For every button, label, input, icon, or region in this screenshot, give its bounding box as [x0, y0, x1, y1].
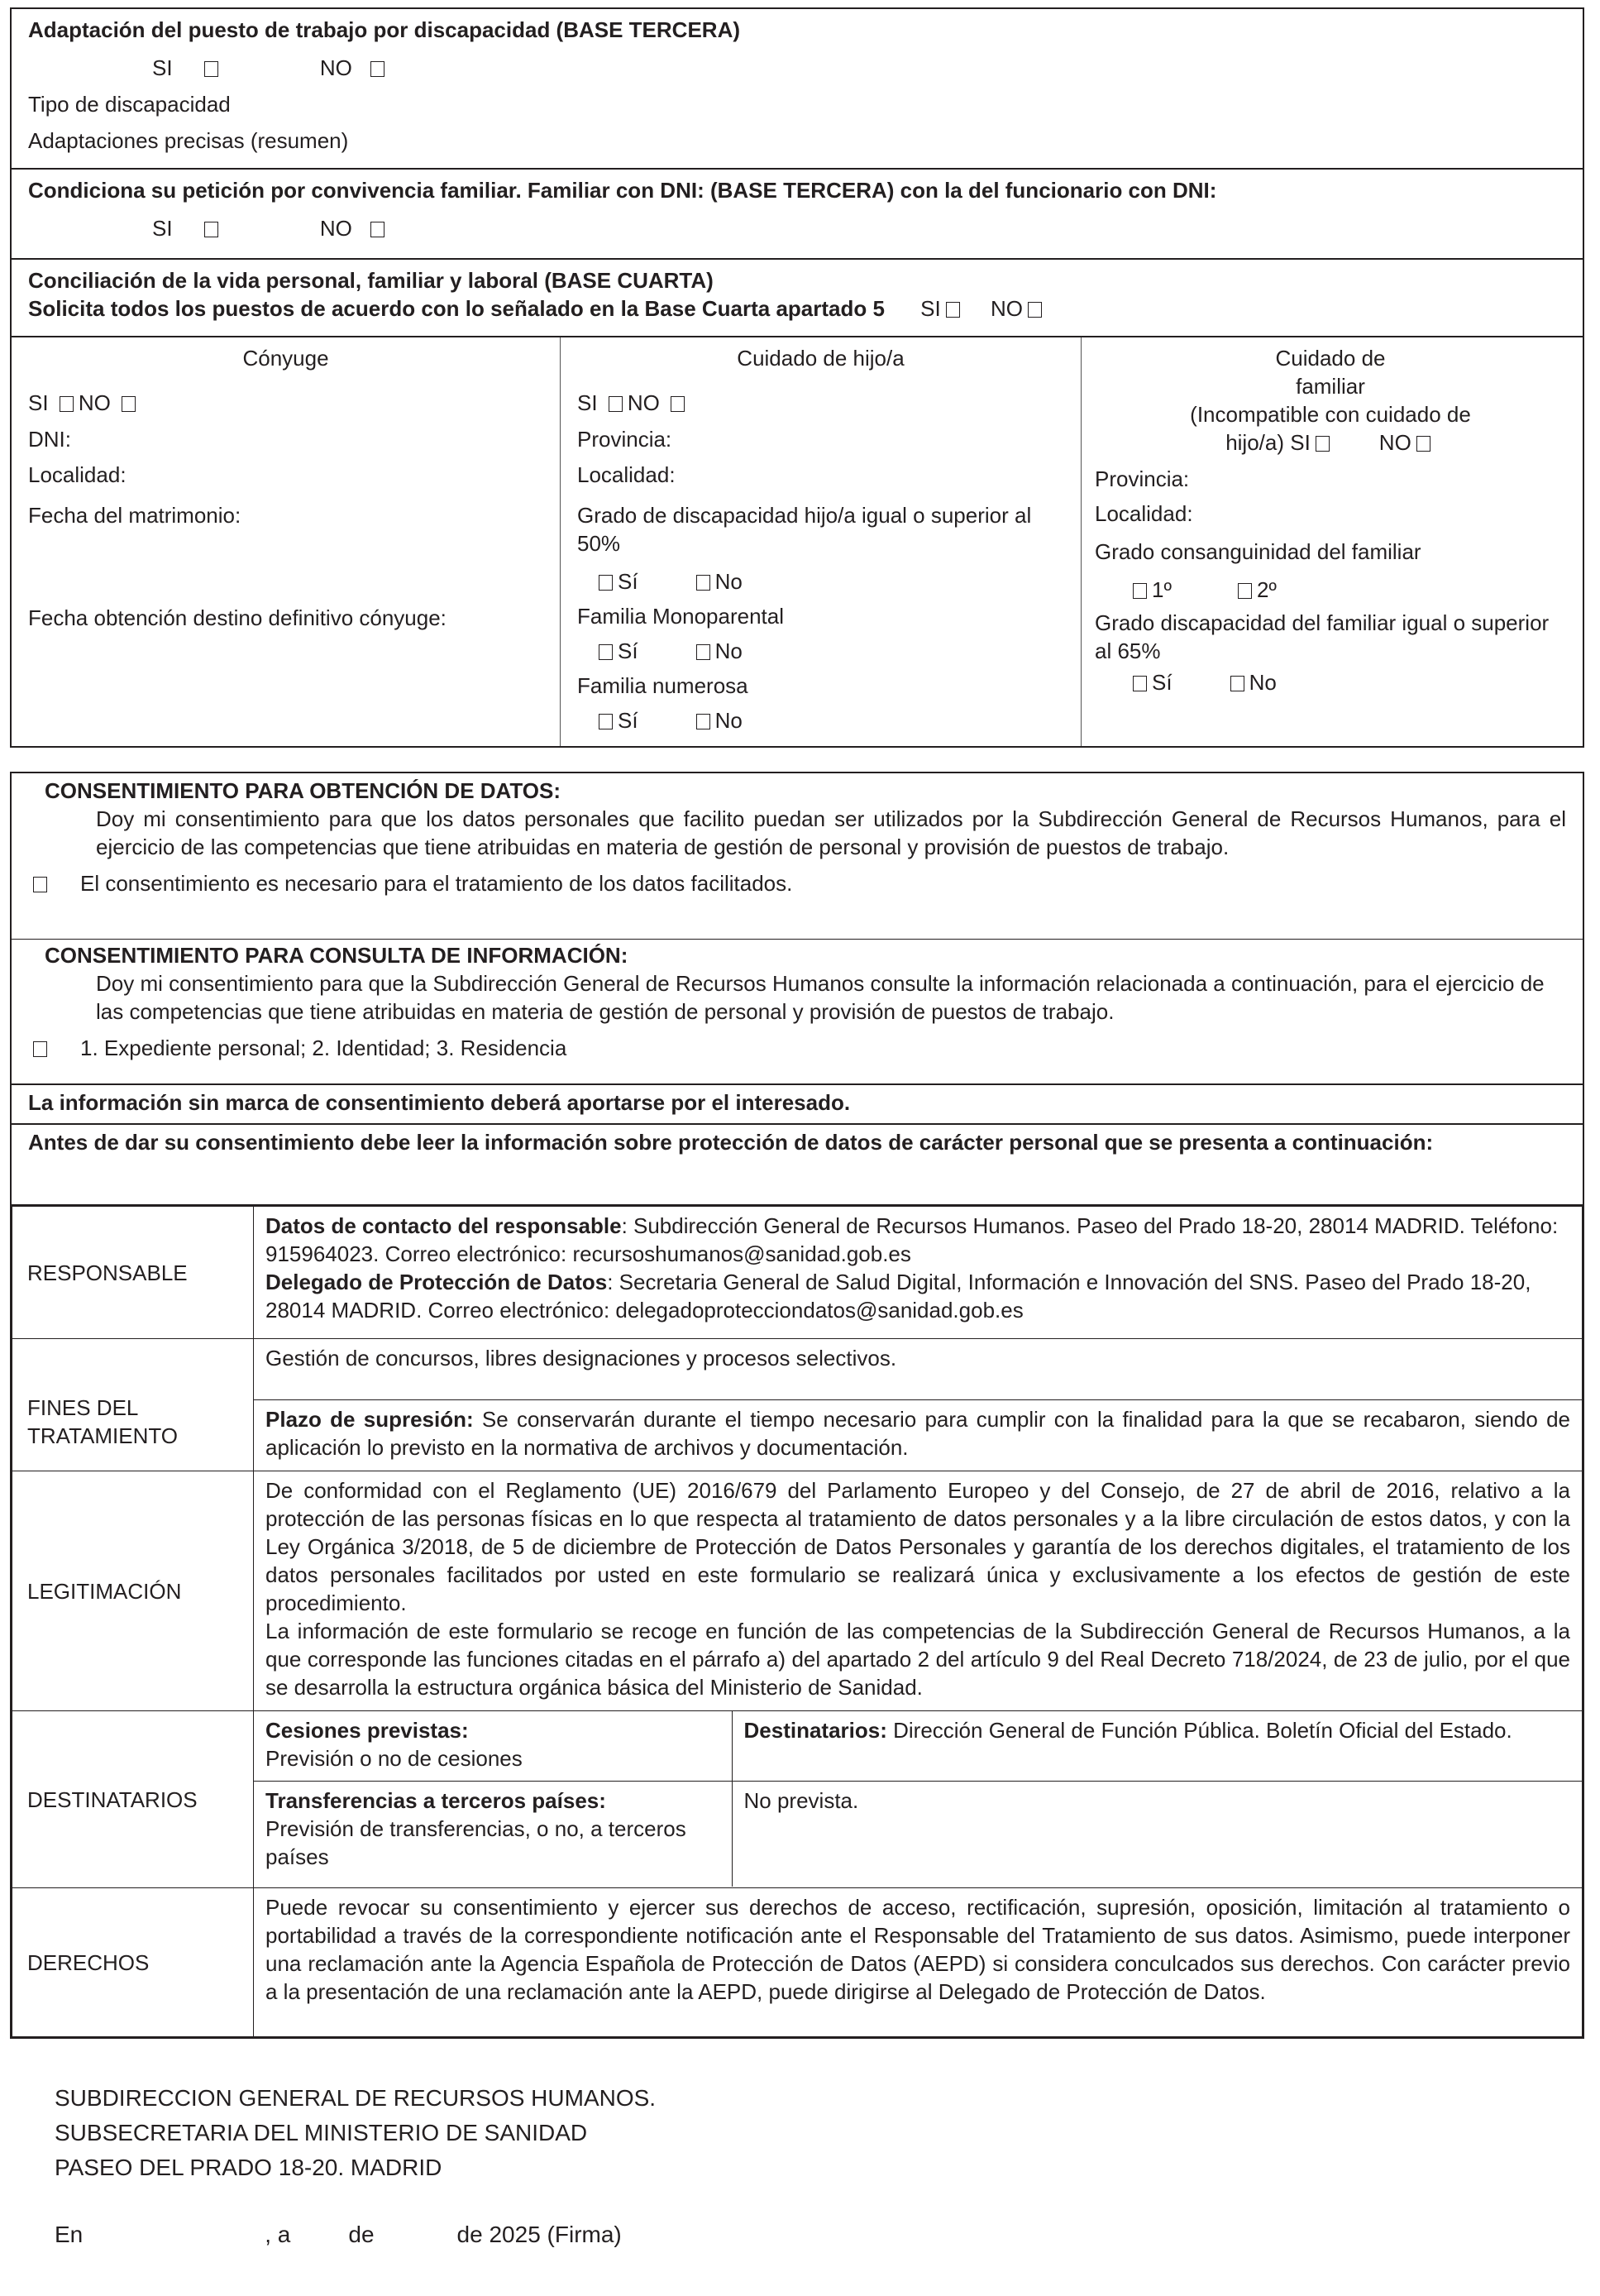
si-label: SI: [577, 390, 598, 415]
provincia-label: Provincia:: [1095, 466, 1190, 491]
column-header: Cuidado de: [1275, 346, 1386, 371]
localidad-label: Localidad:: [577, 462, 676, 487]
conyuge-column: [12, 337, 561, 746]
si-checkbox[interactable]: [599, 714, 613, 729]
adaptaciones-label: Adaptaciones precisas (resumen): [28, 128, 349, 153]
no-label: No: [714, 708, 743, 733]
consent-check-label: El consentimiento es necesario para el tratamiento de los datos facilitados.: [80, 871, 793, 896]
si-label: Sí: [618, 708, 638, 733]
numerosa-label: Familia numerosa: [577, 673, 748, 698]
column-header: Cónyuge: [242, 346, 329, 371]
data-protection-table: [12, 1206, 1583, 2037]
section-conciliacion: [12, 260, 1583, 337]
table-row: [12, 1711, 1583, 1888]
de-label: de: [348, 2222, 375, 2247]
en-label: En: [55, 2222, 84, 2247]
row-label: DERECHOS: [12, 1888, 254, 2037]
no-prevista-text: No prevista.: [732, 1781, 1582, 1887]
no-label: NO: [319, 216, 352, 241]
si-label: Sí: [618, 569, 638, 594]
table-row: [12, 1339, 1583, 1400]
no-checkbox[interactable]: [1230, 676, 1244, 691]
section-title: Adaptación del puesto de trabajo por discapacidad (BASE TERCERA): [28, 17, 741, 42]
bold-label: Cesiones previstas:: [265, 1718, 469, 1743]
label-line: FINES DEL: [27, 1394, 139, 1420]
address-line: PASEO DEL PRADO 18-20. MADRID: [55, 2155, 442, 2180]
row-label: DESTINATARIOS: [12, 1711, 254, 1888]
grado2-checkbox[interactable]: [1238, 583, 1252, 599]
column-header: Cuidado de hijo/a: [737, 346, 905, 371]
request-form-box: [10, 7, 1584, 748]
fines-text: Gestión de concursos, libres designaciones y procesos selectivos.: [254, 1339, 1583, 1400]
monoparental-label: Familia Monoparental: [577, 604, 785, 629]
provincia-label: Provincia:: [577, 427, 672, 452]
label-line: TRATAMIENTO: [27, 1423, 178, 1448]
si-checkbox[interactable]: [204, 222, 218, 237]
no-checkbox[interactable]: [696, 644, 710, 660]
derechos-text: Puede revocar su consentimiento y ejercer sus derechos de acceso, rectificación, supresión, oposición, limitación al tratamiento o portabilidad a través de la correspondiente notificación ante el Responsable del Tratamiento de sus datos. Asimismo, puede interponer una reclamación ante la Agencia Española de Protección de Datos (AEPD) si considera conculcados sus derechos. Con carácter previo a la presentación de una reclamación ante la AEPD, puede dirigirse al Delegado de Protección de Datos.: [254, 1888, 1583, 2037]
section-title: Conciliación de la vida personal, familiar y laboral (BASE CUARTA): [28, 268, 714, 293]
bold-label: Transferencias a terceros países:: [265, 1787, 606, 1813]
section-adaptacion: [12, 9, 1583, 170]
legitimacion-text: De conformidad con el Reglamento (UE) 2016/679 del Parlamento Europeo y del Consejo, de 27 de abril de 2016, relativo a la protección de las personas físicas en lo que respecta al tratamiento de datos personales y a la libre circulación de estos datos, y con la Ley Orgánica 3/2018, de 5 de diciembre de Protección de Datos Personales y garantía de los derechos digitales, el tratamiento de los datos personales facilitados por usted en este formulario se realizará única y exclusivamente a los efectos de gestión de este procedimiento.: [265, 1478, 1570, 1615]
no-label: No: [714, 639, 743, 663]
row-label: LEGITIMACIÓN: [12, 1471, 254, 1711]
si-label: SI: [920, 296, 941, 321]
bold-label: Destinatarios:: [743, 1718, 887, 1743]
row-label: RESPONSABLE: [12, 1207, 254, 1339]
no-checkbox[interactable]: [696, 714, 710, 729]
table-row: [12, 1888, 1583, 2037]
si-checkbox[interactable]: [599, 575, 613, 591]
si-checkbox[interactable]: [1133, 676, 1147, 691]
tipo-discapacidad-label: Tipo de discapacidad: [28, 92, 231, 117]
grado-discapacidad-label: Grado de discapacidad hijo/a igual o superior al 50%: [577, 503, 1032, 556]
hijo-column: [561, 337, 1082, 746]
signature-line: [55, 2221, 622, 2249]
sin-marca-notice: La información sin marca de consentimiento deberá aportarse por el interesado.: [12, 1085, 1583, 1125]
no-checkbox[interactable]: [370, 222, 384, 237]
consent-consulta: [12, 940, 1583, 1085]
consent-title: CONSENTIMIENTO PARA CONSULTA DE INFORMACIÓN:: [45, 943, 628, 968]
consent-checkbox[interactable]: [33, 877, 47, 892]
table-row: [12, 1207, 1583, 1339]
consanguinidad-label: Grado consanguinidad del familiar: [1095, 539, 1421, 564]
no-label: NO: [78, 390, 111, 415]
no-label: NO: [1378, 430, 1411, 455]
fecha-matrimonio-label: Fecha del matrimonio:: [28, 503, 241, 528]
no-label: NO: [990, 296, 1023, 321]
grado1-label: 1º: [1152, 577, 1172, 602]
dni-label: DNI:: [28, 427, 71, 452]
no-label: NO: [319, 55, 352, 80]
si-checkbox[interactable]: [609, 396, 623, 412]
column-header-note: hijo/a) SI: [1225, 430, 1311, 455]
year-firma-label: de 2025 (Firma): [456, 2222, 622, 2247]
no-label: NO: [627, 390, 660, 415]
address-line: SUBSECRETARIA DEL MINISTERIO DE SANIDAD: [55, 2120, 588, 2145]
no-checkbox[interactable]: [696, 575, 710, 591]
fecha-destino-label: Fecha obtención destino definitivo cónyuge:: [28, 605, 447, 630]
legitimacion-text: La información de este formulario se recoge en función de las competencias de la Subdirección General de Recursos Humanos, a la que corresponde las funciones citadas en el párrafo a) del apartado 2 del artículo 9 del Real Decreto 718/2024, de 23 de julio, por el que se desarrolla la estructura orgánica básica del Ministerio de Sanidad.: [265, 1619, 1570, 1700]
cesiones-text: Previsión o no de cesiones: [265, 1746, 523, 1771]
grado2-label: 2º: [1256, 577, 1277, 602]
no-checkbox[interactable]: [370, 61, 384, 77]
antes-notice: Antes de dar su consentimiento debe leer la información sobre protección de datos de carácter personal que se presenta a continuación:: [12, 1125, 1583, 1206]
si-checkbox[interactable]: [1316, 436, 1330, 452]
column-header-note: (Incompatible con cuidado de: [1190, 402, 1471, 427]
address-line: SUBDIRECCION GENERAL DE RECURSOS HUMANOS.: [55, 2085, 657, 2111]
bold-label: Datos de contacto del responsable: [265, 1213, 622, 1238]
si-checkbox[interactable]: [204, 61, 218, 77]
bold-label: Delegado de Protección de Datos: [265, 1270, 608, 1294]
grado1-checkbox[interactable]: [1133, 583, 1147, 599]
localidad-label: Localidad:: [28, 462, 127, 487]
consent-title: CONSENTIMIENTO PARA OBTENCIÓN DE DATOS:: [45, 778, 561, 803]
no-label: No: [714, 569, 743, 594]
si-checkbox[interactable]: [599, 644, 613, 660]
section-subtitle: Solicita todos los puestos de acuerdo con lo señalado en la Base Cuarta apartado 5: [28, 296, 885, 321]
a-label: , a: [265, 2222, 291, 2247]
consent-check-label: 1. Expediente personal; 2. Identidad; 3. Residencia: [80, 1036, 567, 1060]
si-label: SI: [28, 390, 49, 415]
consent-box: [10, 772, 1584, 2039]
no-checkbox[interactable]: [671, 396, 685, 412]
si-checkbox[interactable]: [946, 302, 960, 318]
bold-label: Plazo de supresión:: [265, 1407, 474, 1432]
si-checkbox[interactable]: [60, 396, 74, 412]
destinatarios-text: Dirección General de Función Pública. Boletín Oficial del Estado.: [886, 1718, 1512, 1743]
si-label: Sí: [618, 639, 638, 663]
table-row: [12, 1471, 1583, 1711]
si-label: SI: [152, 55, 173, 80]
section-title: Condiciona su petición por convivencia familiar. Familiar con DNI: (BASE TERCERA) con la del funcionario con DNI:: [28, 178, 1217, 203]
si-label: Sí: [1152, 670, 1173, 695]
no-checkbox[interactable]: [1416, 436, 1430, 452]
no-checkbox[interactable]: [122, 396, 136, 412]
localidad-label: Localidad:: [1095, 501, 1193, 526]
conciliacion-columns: [12, 337, 1583, 746]
discapacidad-familiar-label: Grado discapacidad del familiar igual o superior al 65%: [1095, 610, 1550, 663]
dpo-text: : Secretaria General de Salud Digital, Información e Innovación del SNS. Paseo del Prado 18-20, 28014 MADRID. Correo electrónico: delegadoprotecciondatos@sanidad.gob.es: [265, 1270, 1531, 1323]
si-label: SI: [152, 216, 173, 241]
plazo-text: Se conservarán durante el tiempo necesario para cumplir con la finalidad para la que se recabaron, siendo de aplicación lo previsto en la normativa de archivos y documentación.: [265, 1407, 1570, 1460]
consent-obtencion: [12, 773, 1583, 940]
consent-text: Doy mi consentimiento para que la Subdirección General de Recursos Humanos consulte la información relacionada a continuación, para el ejercicio de las competencias que tiene atribuidas en materia de gestión de personal y provisión de puestos de trabajo.: [96, 971, 1545, 1024]
no-label: No: [1249, 670, 1277, 695]
consent-checkbox[interactable]: [33, 1041, 47, 1057]
no-checkbox[interactable]: [1028, 302, 1042, 318]
column-header: familiar: [1296, 374, 1365, 399]
familiar-column: [1082, 337, 1583, 746]
row-label: [12, 1339, 254, 1471]
consent-text: Doy mi consentimiento para que los datos personales que facilito puedan ser utilizados por la Subdirección General de Recursos Humanos, para el ejercicio de las competencias que tiene atribuidas en materia de gestión de personal y provisión de puestos de trabajo.: [96, 806, 1566, 859]
contact-text: : Subdirección General de Recursos Humanos. Paseo del Prado 18-20, 28014 MADRID. Teléfono: 915964023. Correo electrónico: recursoshumanos@sanidad.gob.es: [265, 1213, 1559, 1266]
section-convivencia: [12, 170, 1583, 260]
transferencias-text: Previsión de transferencias, o no, a terceros países: [265, 1815, 686, 1869]
